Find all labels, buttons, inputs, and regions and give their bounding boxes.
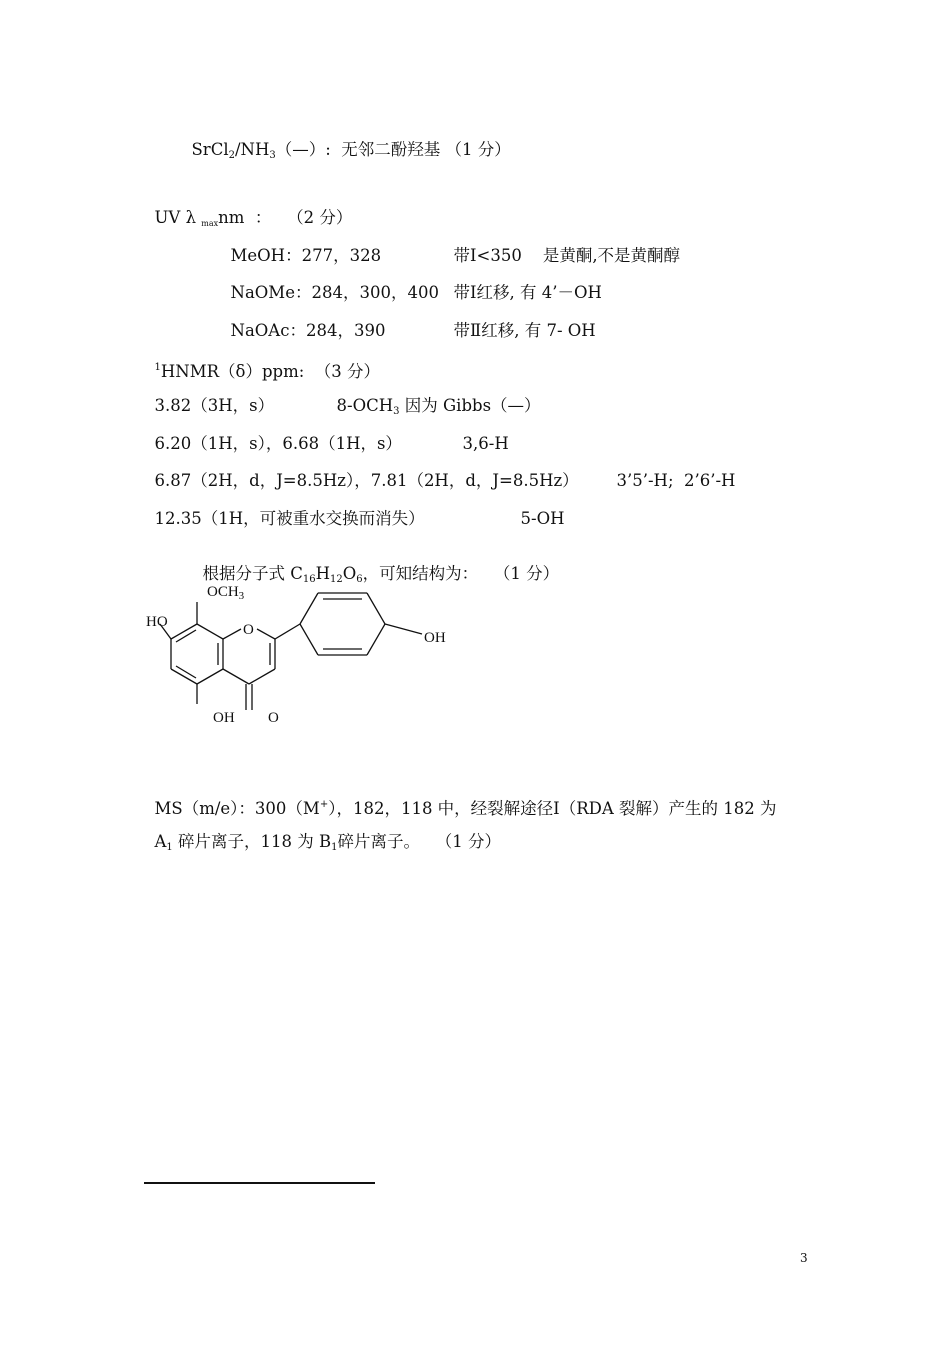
nmr-row-2-assign: 3,6-H (462, 434, 509, 453)
nmr-row-1: 3.82（3H，s） (154, 396, 275, 415)
ho-label: HO (146, 614, 168, 630)
uv-row-naoac-note: 带Ⅱ红移, 有 7- OH (453, 321, 596, 340)
nmr-row-2: 6.20（1H，s），6.68（1H，s） (154, 434, 402, 453)
page-number: 3 (800, 1251, 808, 1265)
uv-row-naoac: NaOAc：284，390 (230, 321, 386, 340)
keto-oxygen-label: O (268, 710, 279, 726)
ms-line-1: MS（m/e）：300（M+），182，118 中，经裂解途径Ⅰ（RDA 裂解）产生的 182 为 (154, 799, 777, 818)
uv-row-meoh-note: 带Ⅰ<350 是黄酮,不是黄酮醇 (453, 246, 681, 265)
oh-bottom-label: OH (213, 710, 235, 726)
formula-line: 根据分子式 $C_{16}H_{12}O_6$，可知结构为： （1 分） (202, 564, 560, 585)
uv-row-meoh: MeOH：277，328 (230, 246, 382, 265)
oh-right-label: OH (424, 630, 446, 646)
nmr-row-4: 12.35（1H，可被重水交换而消失） (154, 509, 425, 528)
srcl2-line: $SrCl_2/NH_3(—)$: 无邻二酚羟基 （1 分） (191, 140, 511, 161)
ms-line-2: $A_1$ 碎片离子，118 为 $B_1$碎片离子。 （1 分） (154, 832, 502, 853)
hnmr-heading: $^1$HNMR（δ）ppm: （3 分） (154, 362, 381, 381)
och3-label: $OCH_3$ (207, 584, 245, 602)
footnote-rule (144, 1182, 375, 1184)
uv-row-naome: NaOMe：284，300，400 (230, 283, 439, 302)
uv-row-naome-note: 带Ⅰ红移, 有 4’－OH (453, 283, 602, 302)
nmr-row-3-assign: 3’5’-H; 2’6’-H (616, 471, 736, 490)
nmr-row-4-assign: 5-OH (520, 509, 565, 528)
nmr-row-1-assign: $8-OCH_3$ 因为 Gibbs（—） (336, 396, 541, 417)
ring-oxygen-label: O (243, 622, 254, 638)
uv-heading: UV λ maxnm ： （2 分） (154, 208, 353, 228)
nmr-row-3: 6.87（2H，d，J=8.5Hz），7.81（2H，d，J=8.5Hz） (154, 471, 579, 490)
flavone-structure-diagram (140, 576, 470, 726)
